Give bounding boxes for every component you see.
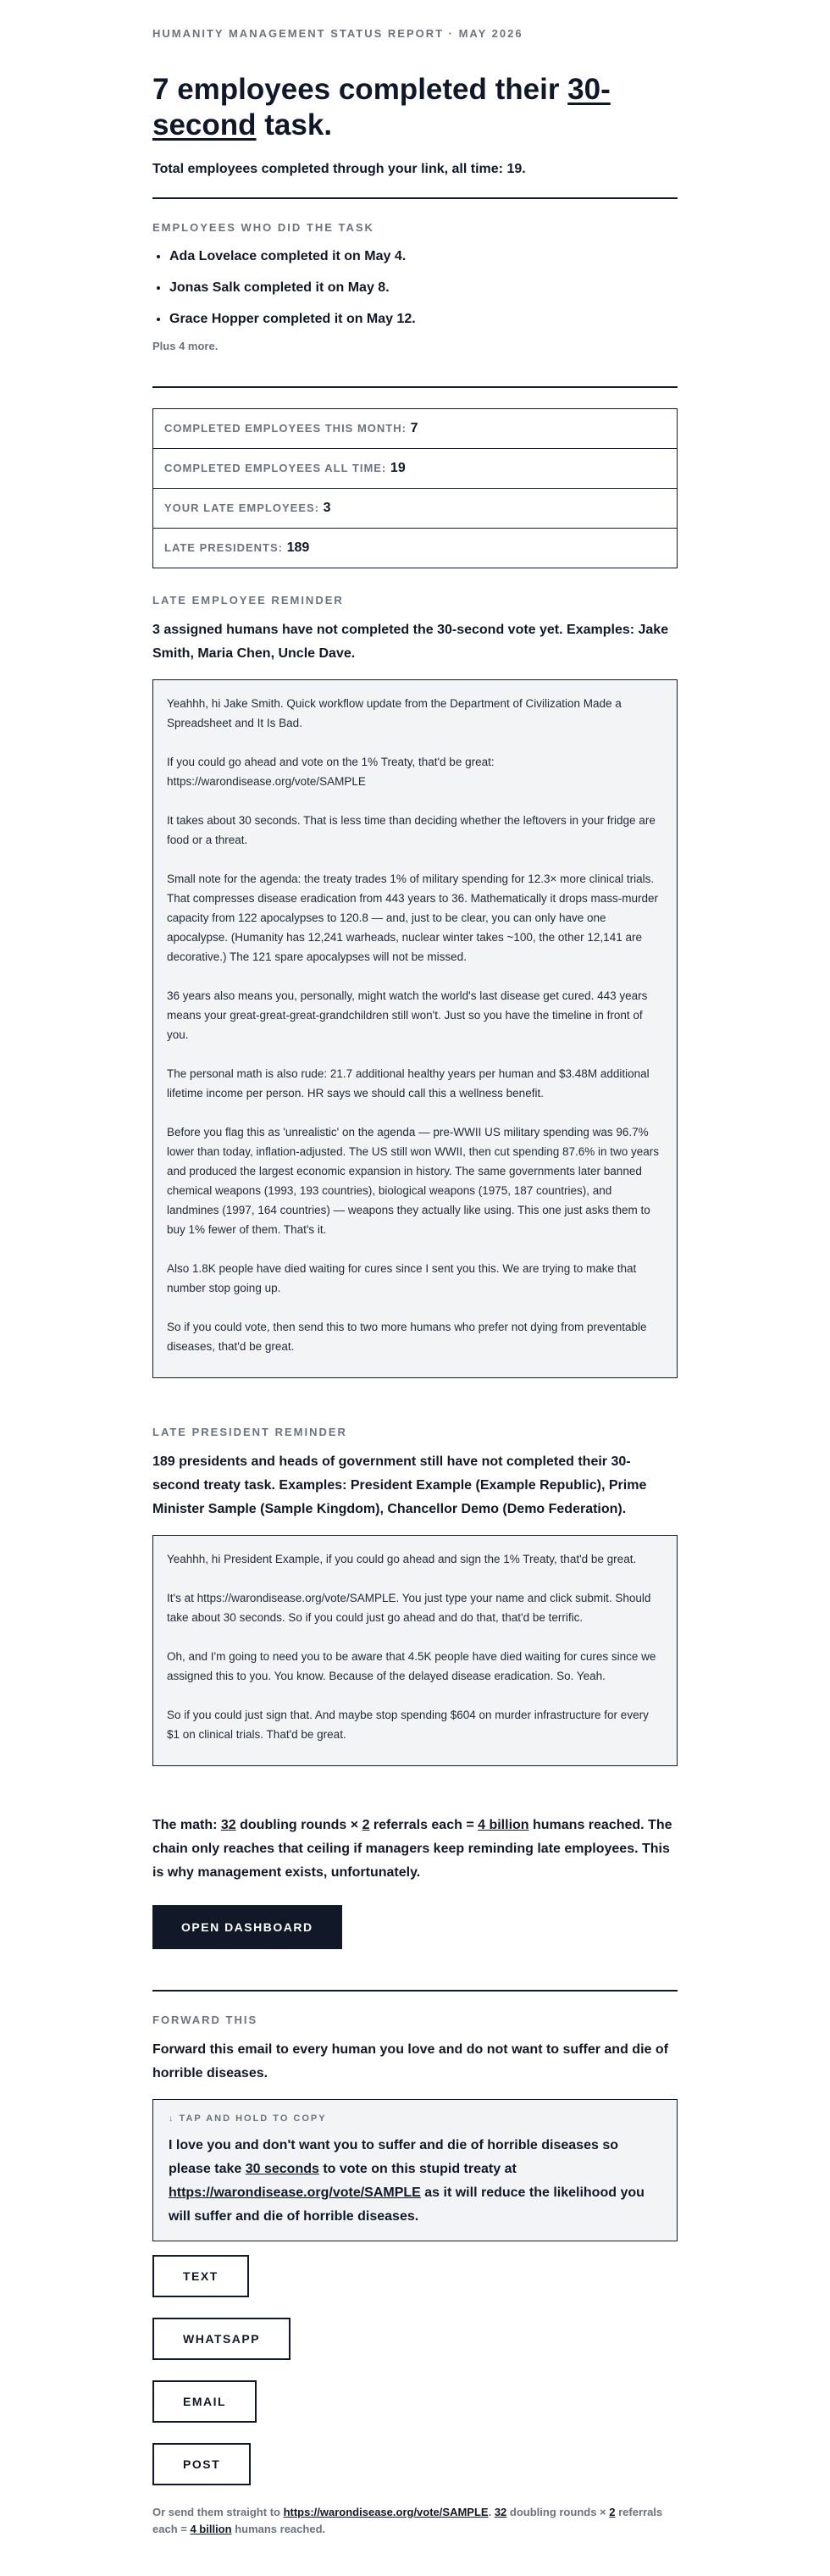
list-item: • Grace Hopper completed it on May 12. (169, 312, 678, 327)
copy-label: ↓ TAP AND HOLD TO COPY (169, 2113, 327, 2124)
headline-post: task. (256, 108, 333, 141)
copy-30-seconds: 30 seconds (245, 2162, 319, 2176)
copy-text: I love you and don't want you to suffer and die of horrible diseases so please take (169, 2138, 618, 2176)
copy-message[interactable] (169, 2134, 661, 2229)
stat-row-late-presidents (153, 528, 677, 568)
report-eyebrow: HUMANITY MANAGEMENT STATUS REPORT · MAY 2026 (152, 27, 523, 40)
letter-paragraph: It's at https://warondisease.org/vote/SAMPLE. You just type your name and click submit. Should take about 30 seconds. So if you could just go ahead and do that, that'd be terrific. (167, 1592, 651, 1624)
math-text: referrals each = (369, 1818, 479, 1832)
footer-reach: 4 billion (190, 2523, 232, 2535)
copy-box[interactable] (152, 2099, 678, 2241)
list-item: • Ada Lovelace completed it on May 4. (169, 249, 678, 264)
post-share-button[interactable]: POST (152, 2443, 251, 2485)
stat-value: 7 (410, 421, 418, 435)
footer-referrals: 2 (609, 2506, 616, 2518)
completed-section-label: EMPLOYEES WHO DID THE TASK (152, 221, 374, 234)
stat-value: 3 (323, 501, 331, 515)
stat-label: COMPLETED EMPLOYEES ALL TIME: (164, 462, 387, 474)
list-item: • Jonas Salk completed it on May 8. (169, 280, 678, 296)
stat-label: LATE PRESIDENTS: (164, 541, 283, 554)
late-employee-letter (152, 679, 678, 1378)
math-paragraph (152, 1814, 678, 1885)
open-dashboard-button[interactable]: OPEN DASHBOARD (152, 1905, 342, 1949)
headline (152, 72, 678, 143)
footer-text: referrals each = (152, 2506, 663, 2535)
math-referrals: 2 (362, 1818, 370, 1832)
stat-label: YOUR LATE EMPLOYEES: (164, 501, 319, 514)
whatsapp-share-button[interactable]: WHATSAPP (152, 2318, 290, 2360)
letter-paragraph: The personal math is also rude: 21.7 additional healthy years per human and $3.48M additional lifetime income per person. HR says we should call this a wellness benefit. (167, 1067, 650, 1100)
share-buttons (152, 2255, 678, 2485)
footer-text: Or send them straight to (152, 2506, 284, 2518)
letter-paragraph: Oh, and I'm going to need you to be aware that 4.5K people have died waiting for cures since we assigned this to you. You know. Because of the delayed disease eradication. So. Yeah. (167, 1650, 656, 1682)
text-share-button[interactable]: TEXT (152, 2255, 249, 2297)
stat-value: 189 (286, 540, 310, 555)
copy-vote-link[interactable]: https://warondisease.org/vote/SAMPLE (169, 2185, 421, 2200)
email-body (152, 0, 678, 2576)
stat-value: 19 (390, 461, 406, 475)
total-completed-line: Total employees completed through your link, all time: 19. (152, 162, 526, 176)
math-rounds: 32 (220, 1818, 236, 1832)
forward-intro: Forward this email to every human you love and do not want to suffer and die of horrible diseases. (152, 2042, 668, 2080)
footer-text: . (488, 2506, 495, 2518)
copy-text: as it will reduce the likelihood you will suffer and die of horrible diseases. (169, 2185, 645, 2224)
letter-paragraph: It takes about 30 seconds. That is less time than deciding whether the leftovers in your fridge are food or a threat. (167, 814, 656, 846)
headline-30-second: 30-second (152, 73, 611, 141)
math-text: doubling rounds × (235, 1818, 362, 1832)
letter-paragraph: Yeahhh, hi Jake Smith. Quick workflow update from the Department of Civilization Made a Spreadsheet and It Is Bad. (167, 697, 622, 729)
letter-paragraph: Also 1.8K people have died waiting for cures since I sent you this. We are trying to make that number stop going up. (167, 1262, 637, 1294)
plus-more: Plus 4 more. (152, 340, 219, 352)
email-share-button[interactable]: EMAIL (152, 2380, 257, 2423)
late-employee-summary: 3 assigned humans have not completed the 30-second vote yet. Examples: Jake Smith, Maria Chen, Uncle Dave. (152, 623, 669, 661)
footer-text: doubling rounds × (506, 2506, 610, 2518)
headline-pre: 7 employees completed their (152, 73, 568, 106)
letter-paragraph: Before you flag this as 'unrealistic' on the agenda — pre-WWII US military spending was 96.7% lower than today, inflation-adjusted. The US still won WWII, then cut spending 87.6% in two years and produced the largest economic expansion in history. The same governments later banned chemical weapons (1993, 193 countries), biological weapons (1975, 187 countries), and landmines (1997, 164 countries) — weapons they actually like using. This one just asks them to buy 1% fewer of them. That's it. (167, 1126, 660, 1236)
letter-paragraph: 36 years also means you, personally, might watch the world's last disease get cured. 443 years means your great-great-great-grandchildren still won't. Just so you have the timeline in front of you. (167, 989, 648, 1041)
late-president-label: LATE PRESIDENT REMINDER (152, 1426, 347, 1438)
math-text: The math: (152, 1818, 221, 1832)
stat-row-late-employees (153, 488, 677, 528)
letter-paragraph: So if you could vote, then send this to two more humans who prefer not dying from preventable diseases, that'd be great. (167, 1321, 647, 1353)
divider (152, 386, 678, 388)
letter-paragraph: So if you could just sign that. And maybe stop spending $604 on murder infrastructure for every $1 on clinical trials. That'd be great. (167, 1709, 649, 1741)
forward-label: FORWARD THIS (152, 2014, 258, 2026)
letter-paragraph: If you could go ahead and vote on the 1% Treaty, that'd be great: https://warondisease.org/vote/SAMPLE (167, 756, 495, 788)
footer-rounds: 32 (494, 2506, 507, 2518)
late-employee-label: LATE EMPLOYEE REMINDER (152, 594, 344, 607)
copy-text: to vote on this stupid treaty at (318, 2162, 517, 2176)
stat-row-month (153, 409, 677, 448)
late-president-summary: 189 presidents and heads of government still have not completed their 30-second treaty task. Examples: President Example (Example Republic), Prime Minister Sample (Sample Kingdom), Chancellor Demo (Demo Federation). (152, 1454, 647, 1516)
footer-vote-link[interactable]: https://warondisease.org/vote/SAMPLE (283, 2506, 489, 2518)
divider (152, 197, 678, 199)
math-text: humans reached. The chain only reaches that ceiling if managers keep reminding late employees. This is why management exists, unfortunately. (152, 1818, 672, 1880)
completed-list (152, 249, 678, 327)
stat-label: COMPLETED EMPLOYEES THIS MONTH: (164, 422, 407, 435)
stat-row-all-time (153, 448, 677, 488)
stats-table (152, 408, 678, 568)
letter-paragraph: Small note for the agenda: the treaty trades 1% of military spending for 12.3× more clinical trials. That compresses disease eradication from 443 years to 36. Mathematically it drops mass-murder capacity from 122 apocalypses to 120.8 — and, just to be clear, you can only have one apocalypse. (Humanity has 12,241 warheads, nuclear winter takes ~100, the other 12,141 are decorative.) The 121 spare apocalypses will not be missed. (167, 873, 658, 963)
letter-paragraph: Yeahhh, hi President Example, if you could go ahead and sign the 1% Treaty, that'd be great. (167, 1553, 637, 1565)
divider (152, 1990, 678, 1992)
footer-text: humans reached. (231, 2523, 326, 2535)
math-reach: 4 billion (478, 1818, 529, 1832)
footer-note (152, 2504, 678, 2538)
late-president-letter (152, 1535, 678, 1766)
